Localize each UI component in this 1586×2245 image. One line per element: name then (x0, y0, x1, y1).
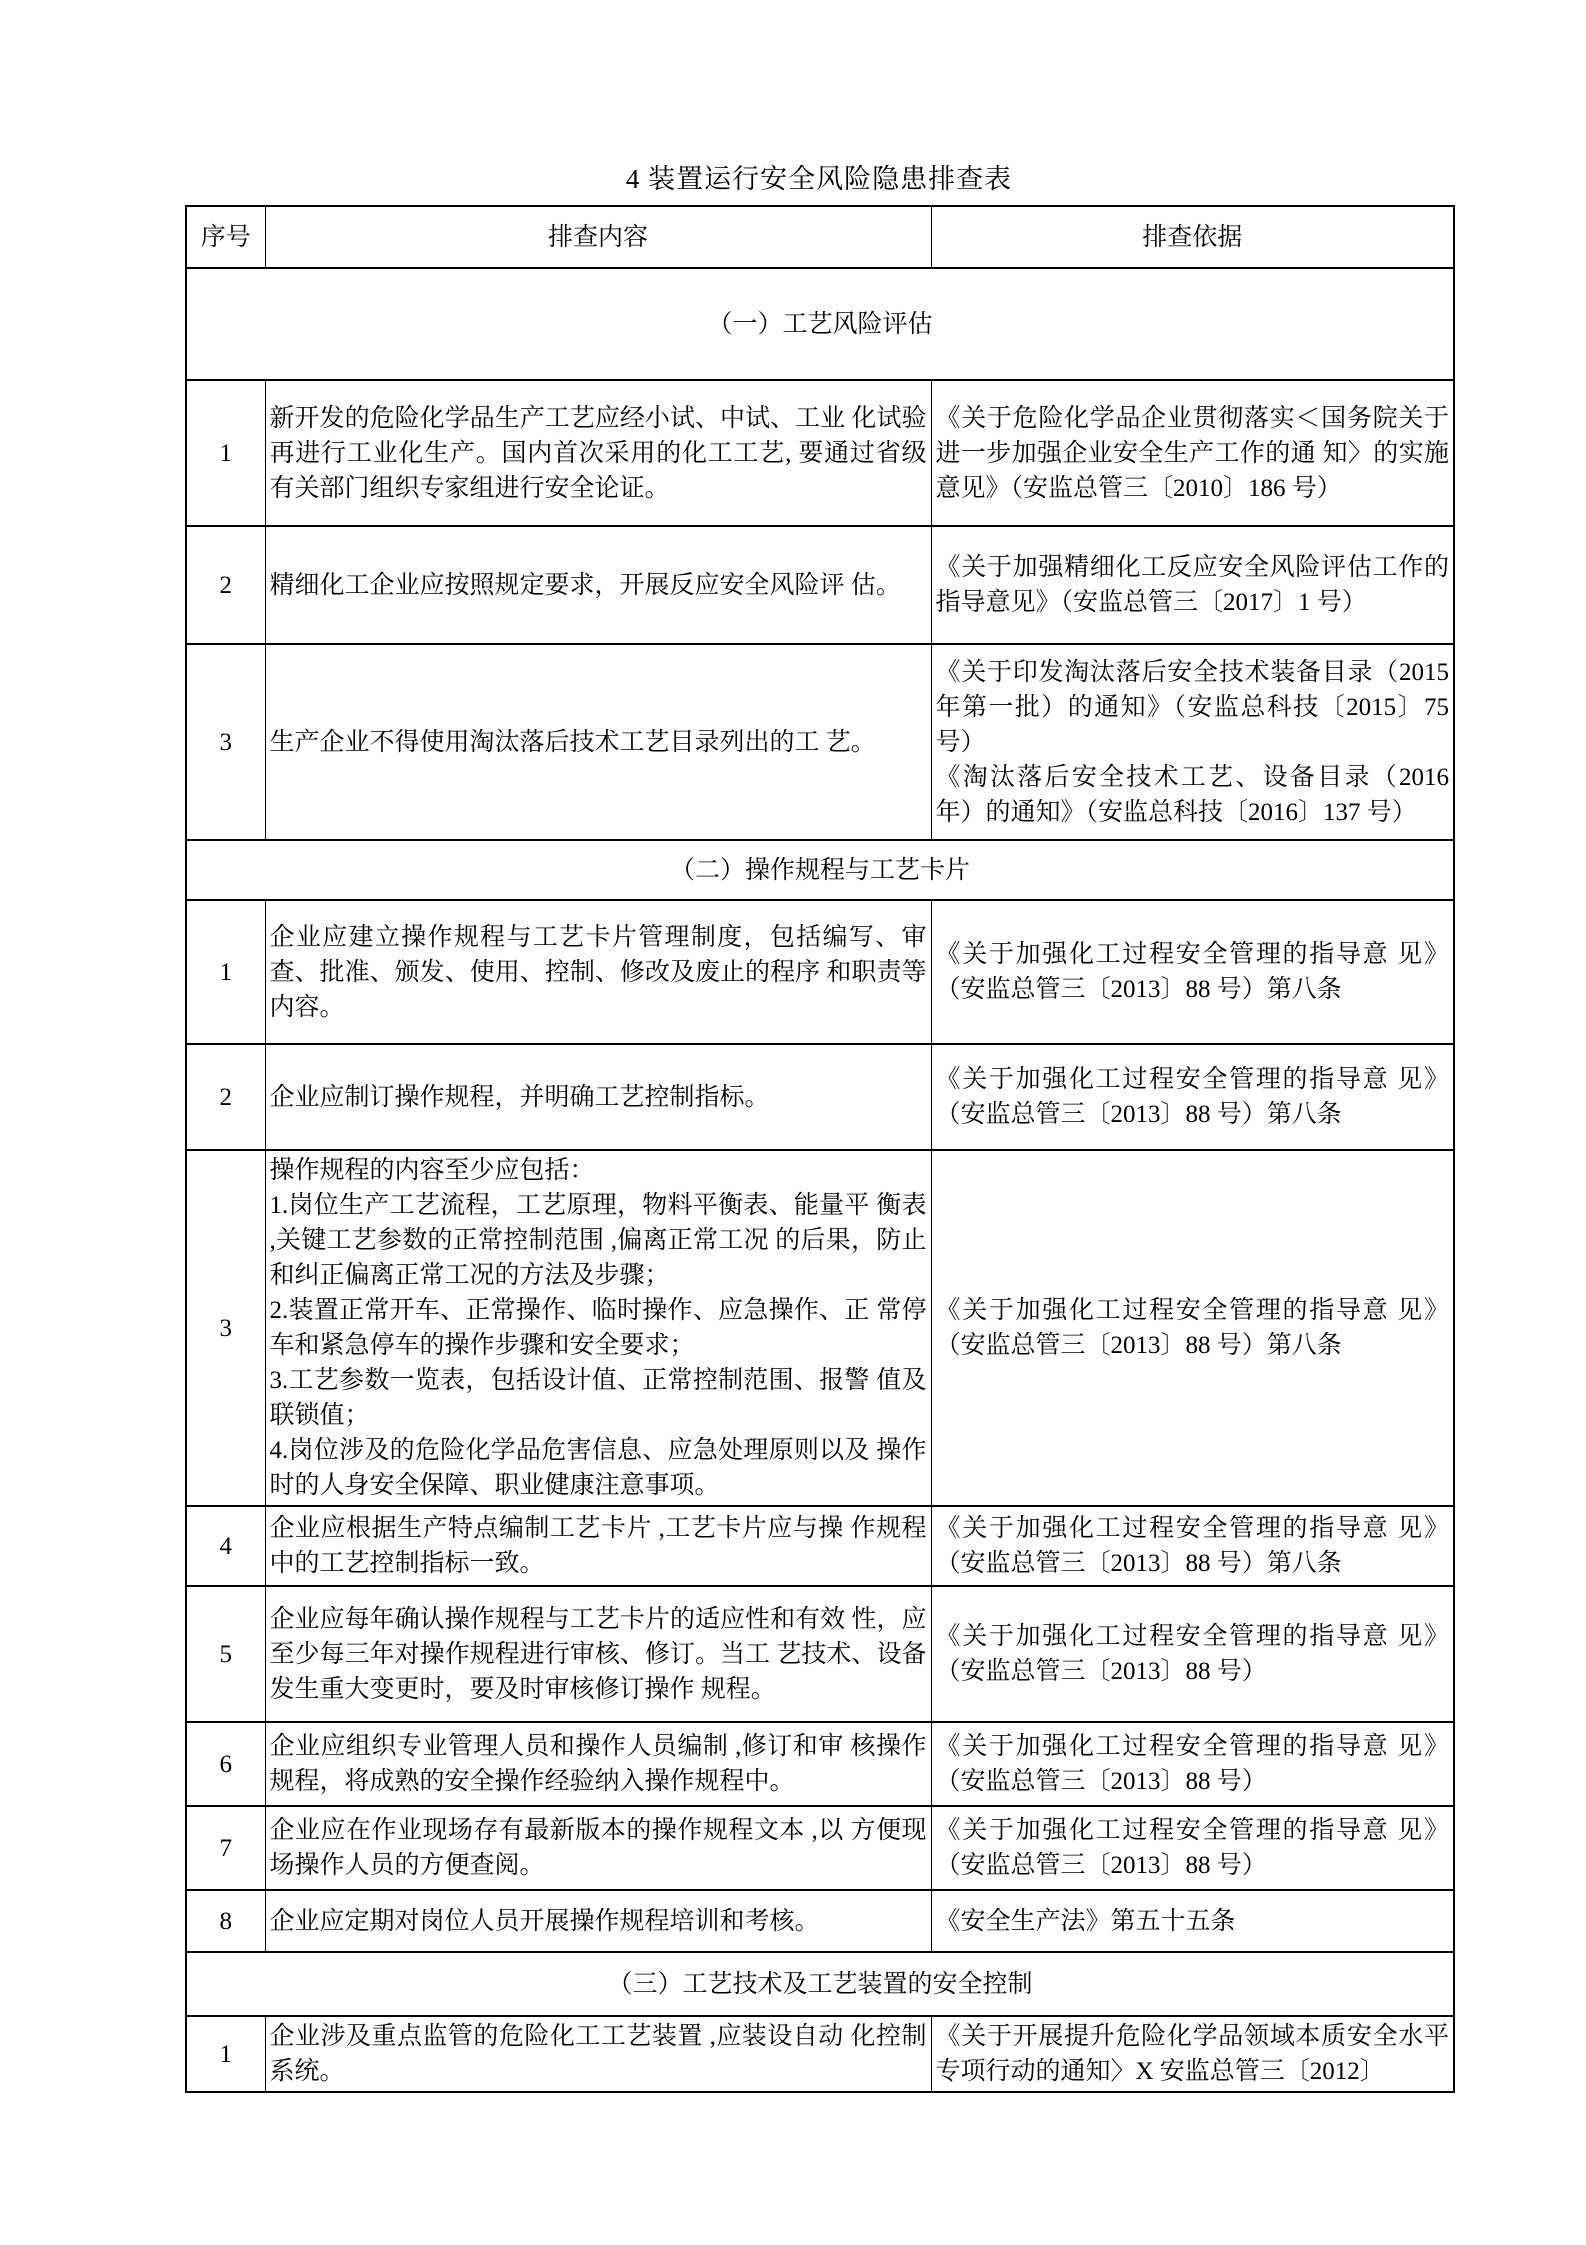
table-row (186, 1506, 1454, 1586)
table-row (186, 644, 1454, 840)
content-paragraph: 企业应定期对岗位人员开展操作规程培训和考核。 (269, 1907, 820, 1935)
row-index: 3 (186, 644, 265, 840)
row-basis (931, 1150, 1454, 1506)
page-title: 4 装置运行安全风险隐患排查表 (625, 164, 1013, 194)
row-basis (931, 2016, 1454, 2092)
content-paragraph: 生产企业不得使用淘汰落后技术工艺目录列出的工 艺。 (269, 728, 876, 756)
content-paragraph: 企业应组织专业管理人员和操作人员编制 ,修订和审 核操作规程，将成熟的安全操作经验纳入操作规程中。 (269, 1733, 927, 1795)
row-basis (931, 526, 1454, 644)
basis-paragraph: 《关于加强化工过程安全管理的指导意 见》（安监总管三〔2013〕88 号） (935, 1733, 1449, 1795)
table-row (186, 900, 1454, 1044)
basis-paragraph: 《关于危险化学品企业贯彻落实＜国务院关于进一步加强企业安全生产工作的通 知〉的实施意见》（安监总管三〔2010〕186 号） (935, 404, 1449, 502)
row-content (265, 1890, 931, 1952)
section-banner-row (186, 1952, 1454, 2016)
section-3-title: （三）工艺技术及工艺装置的安全控制 (186, 1952, 1454, 2016)
content-paragraph: 3.工艺参数一览表，包括设计值、正常控制范围、报警 值及联锁值； (269, 1367, 927, 1429)
basis-paragraph: 《淘汰落后安全技术工艺、设备目录（2016 年）的通知》（安监总科技〔2016〕137 号） (935, 763, 1449, 826)
row-index: 1 (186, 2016, 265, 2092)
row-basis (931, 1890, 1454, 1952)
table-row (186, 380, 1454, 526)
row-content (265, 380, 931, 526)
table-row (186, 2016, 1454, 2092)
content-paragraph: 2.装置正常开车、正常操作、临时操作、应急操作、正 常停车和紧急停车的操作步骤和安全要求； (269, 1297, 927, 1359)
row-basis (931, 1044, 1454, 1150)
row-index: 3 (186, 1150, 265, 1506)
table-row (186, 1150, 1454, 1506)
section-1-title: （一）工艺风险评估 (186, 268, 1454, 380)
content-paragraph: 企业应在作业现场存有最新版本的操作规程文本 ,以 方便现场操作人员的方便查阅。 (269, 1817, 927, 1879)
basis-paragraph: 《关于加强精细化工反应安全风险评估工作的指导意见》（安监总管三〔2017〕1 号） (935, 554, 1449, 616)
column-header-content: 排查内容 (265, 206, 931, 268)
inspection-checklist-table (185, 205, 1455, 2093)
row-index: 8 (186, 1890, 265, 1952)
row-content (265, 1722, 931, 1806)
basis-paragraph: 《关于加强化工过程安全管理的指导意 见》（安监总管三〔2013〕88 号）第八条 (935, 1066, 1449, 1128)
basis-paragraph: 《关于开展提升危险化学品领域本质安全水平专项行动的通知〉X 安监总管三〔2012〕 (935, 2023, 1449, 2085)
table-row (186, 1722, 1454, 1806)
row-basis (931, 1586, 1454, 1722)
row-basis (931, 900, 1454, 1044)
content-paragraph: 企业应每年确认操作规程与工艺卡片的适应性和有效 性，应至少每三年对操作规程进行审核、修订。当工 艺技术、设备发生重大变更时，要及时审核修订操作 规程。 (269, 1605, 927, 1703)
row-index: 1 (186, 900, 265, 1044)
basis-paragraph: 《关于加强化工过程安全管理的指导意 见》（安监总管三〔2013〕88 号）第八条 (935, 1515, 1449, 1577)
row-content (265, 644, 931, 840)
basis-paragraph: 《关于印发淘汰落后安全技术装备目录（2015 年第一批）的通知》（安监总科技〔2015〕75 号） (935, 658, 1449, 756)
table-row (186, 1890, 1454, 1952)
table-row (186, 1044, 1454, 1150)
row-index: 2 (186, 526, 265, 644)
row-index: 5 (186, 1586, 265, 1722)
basis-paragraph: 《关于加强化工过程安全管理的指导意 见》（安监总管三〔2013〕88 号）第八条 (935, 941, 1449, 1003)
row-content (265, 1044, 931, 1150)
row-content (265, 1586, 931, 1722)
row-index: 2 (186, 1044, 265, 1150)
row-index: 4 (186, 1506, 265, 1586)
row-content (265, 1806, 931, 1890)
row-index: 7 (186, 1806, 265, 1890)
row-basis (931, 1806, 1454, 1890)
content-paragraph: 新开发的危险化学品生产工艺应经小试、中试、工业 化试验再进行工业化生产。国内首次采用的化工工艺, 要通过省级有关部门组织专家组进行安全论证。 (269, 404, 927, 502)
content-paragraph: 企业应制订操作规程，并明确工艺控制指标。 (269, 1083, 770, 1111)
basis-paragraph: 《关于加强化工过程安全管理的指导意 见》（安监总管三〔2013〕88 号） (935, 1817, 1449, 1879)
content-paragraph: 4.岗位涉及的危险化学品危害信息、应急处理原则以及 操作时的人身安全保障、职业健康注意事项。 (269, 1437, 927, 1499)
column-header-basis: 排查依据 (931, 206, 1454, 268)
basis-paragraph: 《安全生产法》第五十五条 (935, 1907, 1236, 1935)
row-basis (931, 644, 1454, 840)
table-header-row (186, 206, 1454, 268)
row-index: 6 (186, 1722, 265, 1806)
section-2-title: （二）操作规程与工艺卡片 (186, 840, 1454, 900)
row-content (265, 900, 931, 1044)
content-paragraph: 企业应根据生产特点编制工艺卡片 ,工艺卡片应与操 作规程中的工艺控制指标一致。 (269, 1515, 927, 1577)
row-basis (931, 380, 1454, 526)
content-paragraph: 操作规程的内容至少应包括： (269, 1157, 595, 1184)
row-content (265, 1150, 931, 1506)
basis-paragraph: 《关于加强化工过程安全管理的指导意 见》（安监总管三〔2013〕88 号） (935, 1623, 1449, 1685)
content-paragraph: 1.岗位生产工艺流程，工艺原理，物料平衡表、能量平 衡表 ,关键工艺参数的正常控制范围 ,偏离正常工况 的后果，防止和纠正偏离正常工况的方法及步骤； (269, 1192, 927, 1289)
table-row (186, 1806, 1454, 1890)
content-paragraph: 企业涉及重点监管的危险化工工艺装置 ,应装设自动 化控制系统。 (269, 2023, 927, 2085)
content-paragraph: 企业应建立操作规程与工艺卡片管理制度，包括编写、审查、批准、颁发、使用、控制、修改及废止的程序 和职责等内容。 (269, 923, 927, 1021)
table-row (186, 1586, 1454, 1722)
section-banner-row (186, 268, 1454, 380)
row-basis (931, 1722, 1454, 1806)
column-header-no: 序号 (186, 206, 265, 268)
basis-paragraph: 《关于加强化工过程安全管理的指导意 见》（安监总管三〔2013〕88 号）第八条 (935, 1297, 1449, 1359)
row-content (265, 2016, 931, 2092)
row-content (265, 1506, 931, 1586)
row-basis (931, 1506, 1454, 1586)
content-paragraph: 精细化工企业应按照规定要求，开展反应安全风险评 估。 (269, 571, 901, 599)
row-content (265, 526, 931, 644)
table-row (186, 526, 1454, 644)
row-index: 1 (186, 380, 265, 526)
section-banner-row (186, 840, 1454, 900)
